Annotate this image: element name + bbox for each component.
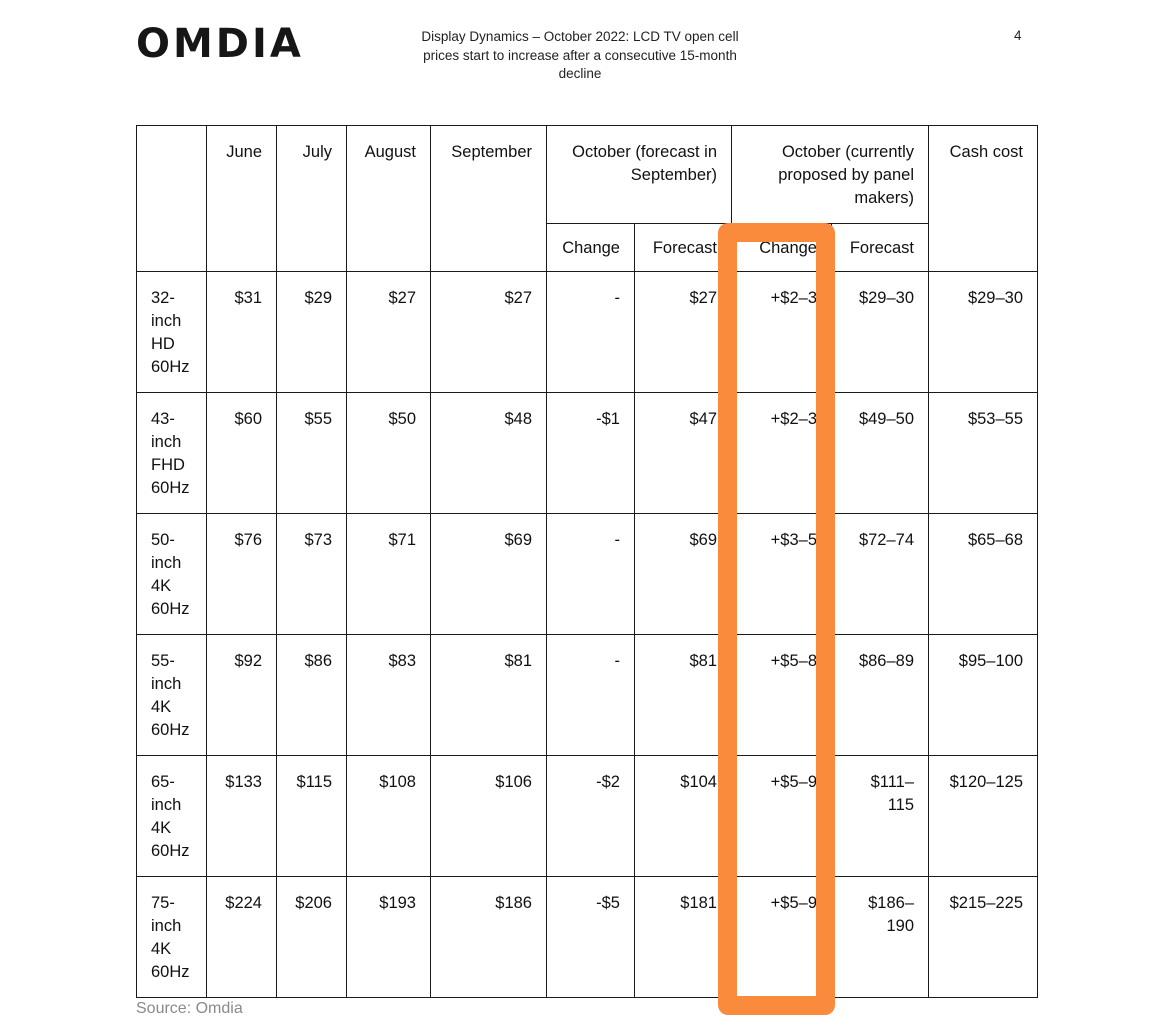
- panel-size-cell: [137, 756, 207, 877]
- cell-cash-cost: $65–68: [929, 514, 1038, 635]
- panel-size-line: 60Hz: [151, 963, 190, 981]
- cell-july: $73: [277, 514, 347, 635]
- panel-size-line: 75-: [151, 894, 175, 912]
- table-row: [137, 877, 1038, 998]
- panel-size-line: 60Hz: [151, 479, 190, 497]
- cell-cash-cost: $215–225: [929, 877, 1038, 998]
- cell-oct-prop-change: +$2–3: [732, 393, 832, 514]
- cell-june: $60: [207, 393, 277, 514]
- source-note: Source: Omdia: [136, 1000, 243, 1017]
- cell-july: $206: [277, 877, 347, 998]
- cell-oct-fc-change: -: [547, 514, 635, 635]
- cell-oct-prop-change: +$5–9: [732, 877, 832, 998]
- panel-size-cell: [137, 635, 207, 756]
- panel-size-line: 4K: [151, 940, 172, 958]
- cell-oct-prop-change: +$2–3: [732, 272, 832, 393]
- panel-size-line: 60Hz: [151, 721, 190, 739]
- table-row: [137, 756, 1038, 877]
- cell-august: $50: [347, 393, 431, 514]
- panel-size-line: inch: [151, 312, 182, 330]
- cell-june: $31: [207, 272, 277, 393]
- panel-size-cell: [137, 393, 207, 514]
- cell-oct-fc-forecast: $27: [635, 272, 732, 393]
- panel-size-line: 55-: [151, 652, 175, 670]
- header-june: June: [207, 126, 277, 272]
- panel-size-line: inch: [151, 554, 182, 572]
- cell-oct-prop-forecast: $86–89: [832, 635, 929, 756]
- panel-size-line: 4K: [151, 819, 172, 837]
- cell-oct-prop-forecast: $29–30: [832, 272, 929, 393]
- cell-september: $186: [431, 877, 547, 998]
- panel-size-line: 65-: [151, 773, 175, 791]
- cell-june: $76: [207, 514, 277, 635]
- cell-oct-prop-change: +$5–9: [732, 756, 832, 877]
- document-title: Display Dynamics – October 2022: LCD TV open cell prices start to increase after a consecutive 15-month decline: [421, 29, 739, 81]
- panel-size-line: 60Hz: [151, 358, 190, 376]
- header-july: July: [277, 126, 347, 272]
- cell-oct-fc-change: -$1: [547, 393, 635, 514]
- cell-cash-cost: $29–30: [929, 272, 1038, 393]
- cell-september: $69: [431, 514, 547, 635]
- cell-september: $48: [431, 393, 547, 514]
- table-row: [137, 514, 1038, 635]
- cell-august: $27: [347, 272, 431, 393]
- header-cash-cost: Cash cost: [929, 126, 1038, 272]
- cell-august: $193: [347, 877, 431, 998]
- cell-oct-fc-forecast: $181: [635, 877, 732, 998]
- cell-oct-fc-forecast: $81: [635, 635, 732, 756]
- open-cell-price-table: [136, 125, 1038, 998]
- cell-cash-cost: $120–125: [929, 756, 1038, 877]
- header-october-proposed-group: October (currently proposed by panel makers): [732, 126, 929, 224]
- cell-july: $86: [277, 635, 347, 756]
- panel-size-line: 4K: [151, 698, 172, 716]
- panel-size-line: HD: [151, 335, 175, 353]
- cell-oct-prop-change: +$5–8: [732, 635, 832, 756]
- header-proposed-change: Change: [732, 224, 832, 272]
- panel-size-line: 50-: [151, 531, 175, 549]
- cell-cash-cost: $95–100: [929, 635, 1038, 756]
- cell-july: $29: [277, 272, 347, 393]
- cell-august: $108: [347, 756, 431, 877]
- cell-cash-cost: $53–55: [929, 393, 1038, 514]
- cell-september: $106: [431, 756, 547, 877]
- cell-oct-fc-forecast: $47: [635, 393, 732, 514]
- panel-size-cell: [137, 272, 207, 393]
- panel-size-line: 32-: [151, 289, 175, 307]
- cell-august: $71: [347, 514, 431, 635]
- cell-oct-prop-change: +$3–5: [732, 514, 832, 635]
- cell-june: $133: [207, 756, 277, 877]
- panel-size-line: inch: [151, 675, 182, 693]
- cell-july: $115: [277, 756, 347, 877]
- panel-size-line: inch: [151, 433, 182, 451]
- panel-size-cell: [137, 877, 207, 998]
- panel-size-line: inch: [151, 917, 182, 935]
- cell-september: $81: [431, 635, 547, 756]
- header-proposed-forecast: Forecast: [832, 224, 929, 272]
- cell-oct-fc-change: -$2: [547, 756, 635, 877]
- panel-size-line: 60Hz: [151, 842, 190, 860]
- panel-size-line: FHD: [151, 456, 185, 474]
- cell-august: $83: [347, 635, 431, 756]
- cell-june: $224: [207, 877, 277, 998]
- cell-oct-fc-forecast: $104: [635, 756, 732, 877]
- cell-oct-prop-forecast: $186–190: [832, 877, 929, 998]
- panel-size-cell: [137, 514, 207, 635]
- table-row: [137, 272, 1038, 393]
- cell-oct-fc-change: -$5: [547, 877, 635, 998]
- table-row: [137, 393, 1038, 514]
- cell-september: $27: [431, 272, 547, 393]
- panel-size-line: 4K: [151, 577, 172, 595]
- cell-oct-prop-forecast: $111–115: [832, 756, 929, 877]
- omdia-logo: OMDIA: [136, 21, 304, 67]
- header-october-forecast-group: October (forecast in September): [547, 126, 732, 224]
- panel-size-line: 60Hz: [151, 600, 190, 618]
- page-number: 4: [1014, 28, 1022, 43]
- header-blank-cell: [137, 126, 207, 272]
- cell-oct-prop-forecast: $72–74: [832, 514, 929, 635]
- cell-oct-fc-change: -: [547, 272, 635, 393]
- cell-june: $92: [207, 635, 277, 756]
- cell-oct-prop-forecast: $49–50: [832, 393, 929, 514]
- cell-oct-fc-change: -: [547, 635, 635, 756]
- cell-july: $55: [277, 393, 347, 514]
- panel-size-line: 43-: [151, 410, 175, 428]
- header-august: August: [347, 126, 431, 272]
- header-september: September: [431, 126, 547, 272]
- header-forecast-change: Change: [547, 224, 635, 272]
- panel-size-line: inch: [151, 796, 182, 814]
- table-row: [137, 635, 1038, 756]
- cell-oct-fc-forecast: $69: [635, 514, 732, 635]
- header-forecast-forecast: Forecast: [635, 224, 732, 272]
